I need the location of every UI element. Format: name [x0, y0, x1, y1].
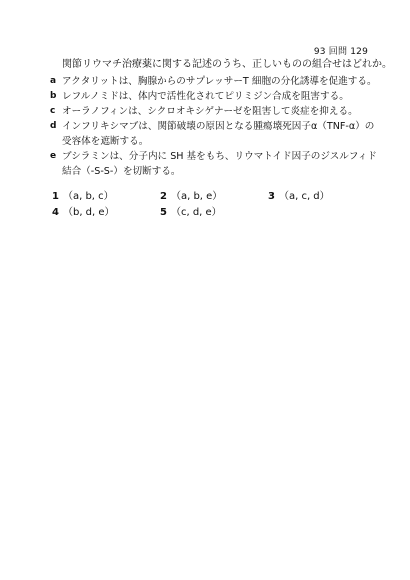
statement-text: アクタリットは、胸腺からのサプレッサーT 細胞の分化誘導を促進する。 [62, 76, 377, 87]
statement-text: オーラノフィンは、シクロオキシゲナーゼを阻害して炎症を抑える。 [62, 106, 358, 117]
statement-a [50, 74, 380, 89]
choice-row [52, 205, 372, 221]
choice-text: （b, d, e） [62, 207, 115, 218]
choice-number: 1 [52, 191, 59, 202]
choice-3[interactable] [268, 189, 330, 205]
choice-text: （a, b, c） [62, 191, 114, 202]
choice-4[interactable] [52, 205, 115, 221]
statement-text: ブシラミンは、分子内に SH 基をもち、リウマトイド因子のジスルフィド結合（-S-S-）を切断する。 [62, 151, 377, 177]
choice-text: （a, c, d） [278, 191, 330, 202]
statement-list [50, 74, 380, 179]
statement-text: インフリキシマブは、関節破壊の原因となる腫瘍壊死因子α（TNF-α）の受容体を遮断する。 [62, 121, 375, 147]
statement-b [50, 89, 380, 104]
statement-text: レフルノミドは、体内で活性化されてピリミジン合成を阻害する。 [62, 91, 349, 102]
statement-letter: d [50, 121, 57, 131]
choice-number: 3 [268, 191, 275, 202]
statement-letter: b [50, 91, 57, 101]
statement-letter: e [50, 151, 57, 161]
statement-letter: c [50, 106, 56, 116]
statement-e [50, 149, 380, 179]
statement-c [50, 104, 380, 119]
statement-d [50, 119, 380, 149]
choice-5[interactable] [160, 205, 222, 221]
question-number: 93 回問 129 [313, 47, 368, 57]
choice-number: 5 [160, 207, 167, 218]
choice-number: 2 [160, 191, 167, 202]
question-stem: 関節リウマチ治療薬に関する記述のうち、正しいものの組合せはどれか。 [62, 59, 392, 70]
choice-text: （c, d, e） [170, 207, 222, 218]
choice-1[interactable] [52, 189, 114, 205]
choice-2[interactable] [160, 189, 222, 205]
choice-text: （a, b, e） [170, 191, 223, 202]
answer-choices [52, 189, 372, 221]
choice-row [52, 189, 372, 205]
statement-letter: a [50, 76, 57, 86]
choice-number: 4 [52, 207, 59, 218]
